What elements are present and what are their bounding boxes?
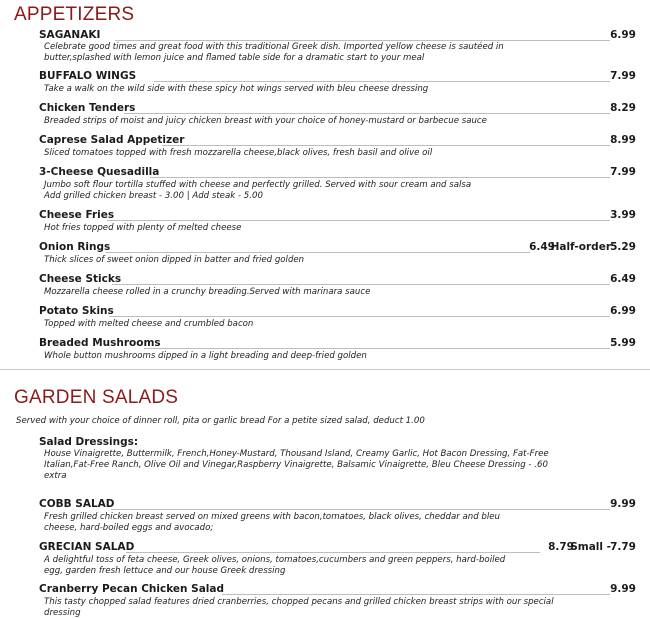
salads-serving-note: Served with your choice of dinner roll, pita or garlic bread For a petite sized salad, deduct 1.00 [16, 416, 425, 426]
item-price: 7.99 [610, 166, 636, 178]
small-size-label: Small - [570, 541, 611, 553]
item-name: Breaded Mushrooms [39, 337, 161, 349]
dot-leader [162, 145, 610, 146]
item-price: 9.99 [610, 583, 636, 595]
item-description: Take a walk on the wild side with these spicy hot wings served with bleu cheese dressing [44, 84, 429, 94]
item-description: Fresh grilled chicken breast served on mixed greens with bacon,tomatoes, black olives, cheddar and bleu cheese, hard-boiled eggs and avocado; [44, 512, 500, 533]
dot-leader [150, 177, 610, 178]
salad-dressings-title: Salad Dressings: [39, 436, 139, 448]
item-description: Hot fries topped with plenty of melted cheese [44, 223, 242, 233]
item-description: Breaded strips of moist and juicy chicken breast with your choice of honey-mustard or barbecue sauce [44, 116, 487, 126]
dot-leader [111, 509, 610, 510]
dot-leader [154, 81, 610, 82]
item-description: Sliced tomatoes topped with fresh mozzarella cheese,black olives, fresh basil and olive oil [44, 148, 433, 158]
item-price: 8.29 [610, 102, 636, 114]
item-description: Celebrate good times and great food with this traditional Greek dish. Imported yellow cheese is sautéed in butter,splashed with lemon juice and flamed table side for a dramatic start to your meal [44, 42, 504, 63]
item-description: Jumbo soft flour tortilla stuffed with cheese and perfectly grilled. Served with sour cream and salsa [44, 180, 472, 190]
item-name: Cheese Fries [39, 209, 115, 221]
dot-leader [124, 113, 610, 114]
item-name: Caprese Salad Appetizer [39, 134, 185, 146]
dot-leader [107, 220, 610, 221]
item-price: 6.99 [610, 29, 636, 41]
item-price: 8.99 [610, 134, 636, 146]
item-description: Thick slices of sweet onion dipped in batter and fried golden [44, 255, 305, 265]
item-add-ons: Add grilled chicken breast - 3.00 | Add steak - 5.00 [44, 191, 263, 201]
dot-leader [112, 284, 610, 285]
item-name: 3-Cheese Quesadilla [39, 166, 160, 178]
dot-leader [115, 40, 610, 41]
item-price: 8.79 [548, 541, 574, 553]
item-price: 9.99 [610, 498, 636, 510]
dot-leader [222, 594, 610, 595]
item-name: Potato Skins [39, 305, 114, 317]
dot-leader [109, 316, 610, 317]
half-order-label: Half-order [550, 241, 611, 253]
item-price: 6.49 [610, 273, 636, 285]
item-description: A delightful toss of feta cheese, Greek olives, onions, tomatoes,cucumbers and green peppers, hard-boiled egg, garden fresh lettuce and our house Greek dressing [44, 555, 506, 576]
item-name: Cranberry Pecan Chicken Salad [39, 583, 225, 595]
dot-leader [144, 348, 610, 349]
appetizers-title: APPETIZERS [14, 4, 135, 25]
section-divider [0, 369, 650, 370]
item-name: GRECIAN SALAD [39, 541, 135, 553]
half-order-price: 5.29 [610, 241, 636, 253]
garden-salads-title: GARDEN SALADS [14, 387, 179, 408]
item-name: BUFFALO WINGS [39, 70, 137, 82]
item-description: Topped with melted cheese and crumbled bacon [44, 319, 254, 329]
item-name: COBB SALAD [39, 498, 115, 510]
dot-leader [106, 252, 530, 253]
item-description: Mozzarella cheese rolled in a crunchy breading.Served with marinara sauce [44, 287, 371, 297]
item-price: 7.99 [610, 70, 636, 82]
item-price: 6.49 [529, 241, 555, 253]
small-size-price: 7.79 [610, 541, 636, 553]
item-name: Cheese Sticks [39, 273, 122, 285]
item-description: This tasty chopped salad features dried cranberries, chopped pecans and grilled chicken breast strips with our special dressing [44, 597, 554, 618]
item-name: SAGANAKI [39, 29, 101, 41]
item-name: Chicken Tenders [39, 102, 136, 114]
item-price: 5.99 [610, 337, 636, 349]
salad-dressings-list: House Vinaigrette, Buttermilk, French,Honey-Mustard, Thousand Island, Creamy Garlic, Hot Bacon Dressing, Fat-Free Italian,Fat-Free Ranch, Olive Oil and Vinegar,Raspberry Vinaigrette, Balsamic Vinaigrette, Bleu Cheese Dressing - .60 extra [44, 449, 549, 481]
item-price: 6.99 [610, 305, 636, 317]
item-name: Onion Rings [39, 241, 111, 253]
item-description: Whole button mushrooms dipped in a light breading and deep-fried golden [44, 351, 367, 361]
dot-leader [126, 552, 540, 553]
item-price: 3.99 [610, 209, 636, 221]
